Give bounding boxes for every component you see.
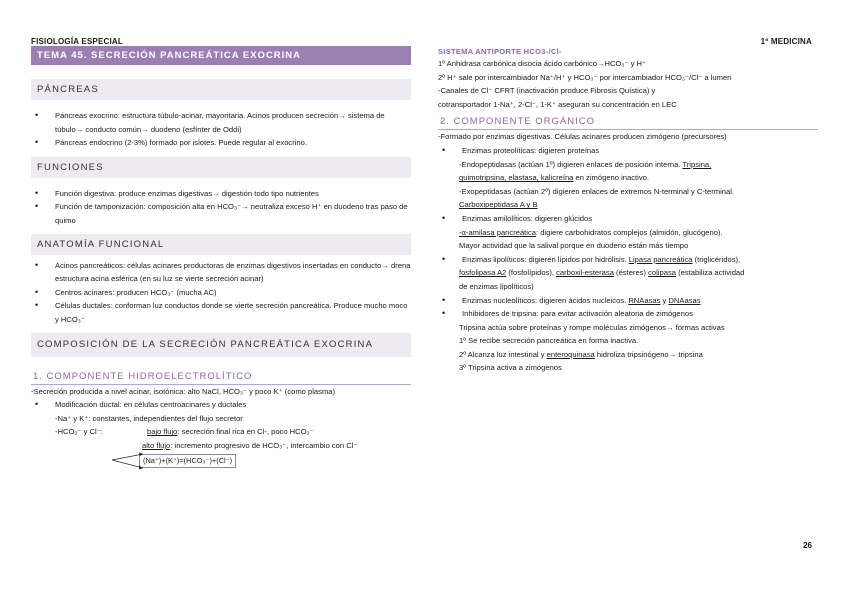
- lipo-list: [438, 253, 818, 267]
- nucleo-list: [438, 294, 818, 321]
- list-item: • Función digestiva: produce enzimas digestivas→ digestión todo tipo nutrientes: [31, 187, 411, 201]
- list-item: • Páncreas exocrino: estructura túbulo-acinar, mayoritaria. Acinos producen secreción→ sistema de túbulo→ conducto común→ duodeno (esfínter de Oddi): [31, 109, 411, 136]
- list-item: • Modificación ductal: en células centroacinares y ductales: [31, 398, 411, 412]
- page-number: 26: [803, 541, 812, 550]
- section-heading-anatomia: ANATOMÍA FUNCIONAL: [31, 234, 411, 255]
- amilo-list: [438, 212, 818, 226]
- endopeptidasas-cont: quimotripsina, elastasa, kalicreína en zimógeno inactivo.: [459, 173, 649, 183]
- antiporte-line: 2º H⁺ sale por intercambiador Na⁺/H⁺ y HCO₃⁻ por intercambiador HCO₃⁻/Cl⁻ a lumen: [438, 72, 732, 82]
- inhib-line: Tripsina actúa sobre proteínas y rompe moléculas zimógenos→ formas activas: [459, 322, 725, 332]
- anatomia-list: [31, 259, 411, 327]
- running-header-left: FISIOLOGÍA ESPECIAL: [31, 37, 123, 46]
- amilasa-cont: Mayor actividad que la salival porque en duodeno están más tiempo: [459, 241, 689, 251]
- organico-list: [438, 144, 818, 158]
- list-item: • Inhibidores de tripsina: para evitar activación aleatoria de zimógenos: [438, 307, 818, 321]
- antiporte-heading: SISTEMA ANTIPORTE HCO3-/Cl-: [438, 47, 562, 56]
- list-item: • Enzimas lipolíticos: digieren lípidos por hidrólisis. Lipasa pancreática (triglicéridos),: [438, 253, 818, 267]
- alto-flujo: alto flujo: incremento progresivo de HCO₃⁻, intercambio con Cl⁻: [142, 440, 358, 450]
- left-column: [31, 46, 411, 468]
- section-heading-composicion: COMPOSICIÓN DE LA SECRECIÓN PANCREÁTICA EXOCRINA: [31, 333, 411, 357]
- flow-arrows-icon: [111, 447, 147, 475]
- inhib-line: 1º Se recibe secreción pancreática en forma inactiva.: [459, 336, 639, 346]
- right-column: [438, 46, 818, 375]
- pancreas-list: [31, 109, 411, 150]
- subsection-heading-organico: 2. COMPONENTE ORGÁNICO: [438, 114, 818, 130]
- hidro-intro: -Secreción producida a nivel acinar, isotónica: alto NaCl, HCO₃⁻ y poco K⁺ (como plasma): [31, 386, 336, 396]
- list-item: • Enzimas amilolíticos: digieren glúcidos: [438, 212, 818, 226]
- running-header-right: 1º MEDICINA: [760, 37, 812, 46]
- antiporte-line: -Canales de Cl⁻ CFRT (inactivación produce Fibrosis Quística) y: [438, 86, 656, 96]
- inhib-line: 3º Tripsina activa a zimógenos: [459, 363, 562, 373]
- list-item: • Páncreas endocrino (2-3%) formado por islotes. Puede regular al exocrino.: [31, 136, 411, 150]
- section-heading-pancreas: PÁNCREAS: [31, 79, 411, 100]
- hidro-hco3-cl: [31, 425, 411, 439]
- exopeptidasas: -Exopeptidasas (actúan 2º) digieren enlaces de extremos N-terminal y C-terminal.: [459, 186, 735, 196]
- hidro-na-k: -Na⁺ y K⁺: constantes, independientes del flujo secretor: [55, 413, 243, 423]
- inhib-line: 2º Alcanza luz intestinal y enteroquinasa hidroliza tripsinógeno→ tripsina: [459, 349, 703, 359]
- organico-intro: -Formado por enzimas digestivas. Células acinares producen zimógeno (precursores): [438, 132, 727, 142]
- subsection-heading-hidroelectrolitico: 1. COMPONENTE HIDROELECTROLÍTICO: [31, 369, 411, 385]
- hidro-hco3-cl-label: -HCO₃⁻ y Cl⁻:: [55, 427, 103, 437]
- chapter-title: TEMA 45. SECRECIÓN PANCREÁTICA EXOCRINA: [31, 46, 411, 65]
- amilasa: -α-amilasa pancreática: digiere carbohidratos complejos (almidón, glucógeno).: [459, 227, 723, 237]
- lipo-cont: fosfolipasa A2 (fosfolípidos), carboxil-esterasa (ésteres) colipasa (estabiliza actividad: [459, 268, 745, 278]
- ion-balance-formula: (Na⁺)+(K⁺)=(HCO₃⁻)+(Cl⁻): [139, 454, 236, 468]
- alto-flujo-row: [31, 439, 411, 453]
- list-item: • Función de tamponización: composición alta en HCO₃⁻→ neutraliza exceso H⁺ en duodeno tras paso de quimo: [31, 200, 411, 227]
- section-heading-funciones: FUNCIONES: [31, 157, 411, 178]
- bajo-flujo: bajo flujo: secreción final rica en Cl-, poco HCO₃⁻: [147, 427, 314, 437]
- endopeptidasas: -Endopeptidasas (actúan 1º) digieren enlaces de posición interna. Tripsina,: [459, 159, 712, 169]
- hidro-list: [31, 398, 411, 412]
- list-item: • Enzimas proteolíticas: digieren proteínas: [438, 144, 818, 158]
- list-item: • Centros acinares: producen HCO₃⁻ (mucha AC): [31, 286, 411, 300]
- formula-row: [31, 453, 411, 468]
- list-item: • Acinos pancreáticos: células acinares productoras de enzimas digestivos insertadas en conducto→ drena estructura acina esférica (en su luz se vierte secreción acinar): [31, 259, 411, 286]
- funciones-list: [31, 187, 411, 228]
- carboxipeptidasa: Carboxipeptidasa A y B: [459, 200, 538, 210]
- list-item: • Enzimas nucleolíticos: digieren ácidos nucleicos. RNAasas y DNAasas: [438, 294, 818, 308]
- list-item: • Células ductales: conforman luz conductos donde se vierte secreción pancreática. Produce mucho moco y HCO₃⁻: [31, 299, 411, 326]
- lipo-cont-2: de enzimas lipolíticos): [459, 281, 534, 291]
- antiporte-line: 1º Anhidrasa carbónica disocia ácido carbónico→HCO₃⁻ y H⁺: [438, 59, 647, 68]
- antiporte-line: cotransportador 1-Na⁺, 2-Cl⁻, 1-K⁺ aseguran su concentración en LEC: [438, 99, 677, 109]
